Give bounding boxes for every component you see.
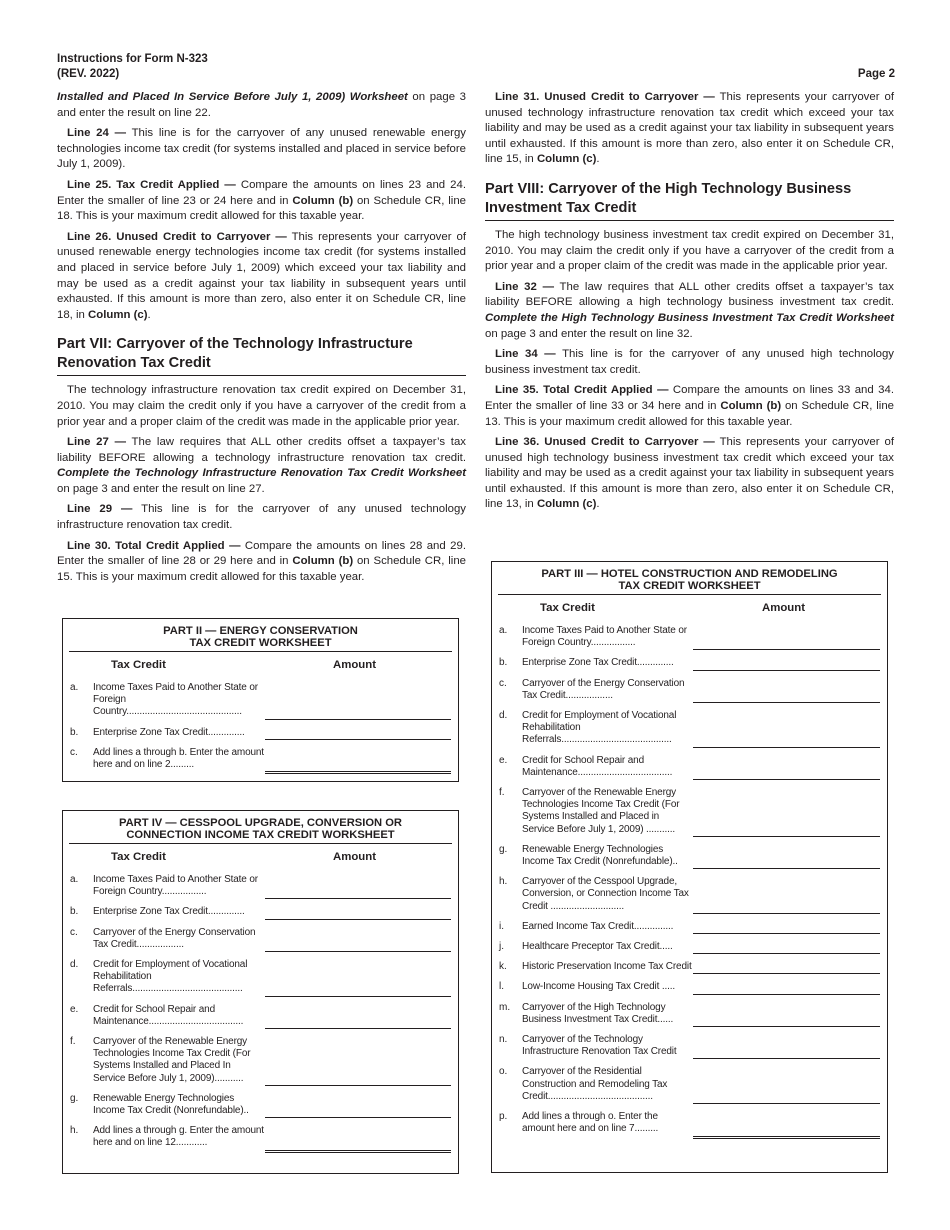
row-letter: b. xyxy=(70,906,79,918)
row-label: Add lines a through b. Enter the amount here and on line 2......... xyxy=(93,746,264,771)
worksheet-column-headers xyxy=(492,595,887,617)
row-label: Carryover of the Energy Conservation Tax Credit.................. xyxy=(93,926,256,950)
amount-entry-line[interactable] xyxy=(693,1103,880,1104)
page-number: Page 2 xyxy=(857,68,895,80)
worksheet-column-headers xyxy=(63,652,458,674)
amount-entry-line[interactable] xyxy=(693,702,880,703)
row-label: Historic Preservation Income Tax Credit xyxy=(522,961,692,973)
left-column xyxy=(57,90,466,590)
amount-entry-line[interactable] xyxy=(693,868,880,869)
paragraph-line-24: Line 24 — This line is for the carryover of any unused renewable energy technologies income tax credit (for systems installed and placed in service before July 1, 2009). xyxy=(57,127,467,171)
row-letter: b. xyxy=(70,726,79,738)
tax-credit-header: Tax Credit xyxy=(111,659,166,671)
amount-entry-line[interactable] xyxy=(693,836,880,837)
row-letter: e. xyxy=(70,1003,79,1015)
row-letter: a. xyxy=(499,625,508,636)
worksheet-row xyxy=(63,959,458,996)
worksheet-row xyxy=(492,1111,887,1135)
row-label: Income Taxes Paid to Another State or Foreign Country............................................ xyxy=(93,682,258,718)
worksheet-row xyxy=(63,1036,458,1085)
worksheet-row xyxy=(492,876,887,913)
paragraph-part-8-intro: The high technology business investment tax credit expired on December 31, 2010. You may claim the credit only if you have a carryover of the credit from a prior year and a proper claim of the credit was made in the applicable prior year. xyxy=(485,228,894,273)
amount-entry-line[interactable] xyxy=(265,1117,451,1118)
row-letter: d. xyxy=(499,710,508,722)
row-letter: e. xyxy=(499,754,508,766)
worksheet-row xyxy=(63,747,458,771)
worksheet-row xyxy=(492,921,887,933)
worksheet-row xyxy=(492,710,887,747)
row-label: Low-Income Housing Tax Credit ..... xyxy=(522,981,675,993)
amount-entry-line[interactable] xyxy=(265,951,451,952)
amount-entry-line[interactable] xyxy=(693,973,880,974)
amount-header: Amount xyxy=(333,851,377,863)
amount-entry-line[interactable] xyxy=(265,898,451,899)
paragraph-part-7-intro: The technology infrastructure renovation tax credit expired on December 31, 2010. You may claim the credit only if you have a carryover of the credit from a prior year and a proper claim of the credit was made in the applicable prior year. xyxy=(57,384,466,428)
tax-credit-header: Tax Credit xyxy=(111,851,166,863)
worksheet-row xyxy=(492,961,887,973)
row-letter: a. xyxy=(70,682,79,693)
paragraph-line-25: Line 25. Tax Credit Applied — Compare the amounts on lines 23 and 24. Enter the smaller of line 23 or 24 here and in Column (b) on Schedule CR, line 18. This is your maximum credit allowed for this taxable year. xyxy=(57,178,466,223)
paragraph-line-35: Line 35. Total Credit Applied — Compare the amounts on lines 33 and 34. Enter the smaller of line 33 or 34 here and in Column (b) on Schedule CR, line 13. This is your maximum credit allowed for this taxable year. xyxy=(485,384,895,428)
amount-entry-line[interactable] xyxy=(693,994,880,995)
amount-entry-line[interactable] xyxy=(693,1136,880,1139)
paragraph-line-31: Line 31. Unused Credit to Carryover — This represents your carryover of unused technology infrastructure renovation tax credit which exceed your tax liability and may be used as a credit against your tax liability in subsequent years until exhausted. If this amount is more than zero, also enter it on Schedule CR, line 15, in Column (c). xyxy=(485,91,894,166)
paragraph: Installed and Placed In Service Before July 1, 2009) Worksheet on page 3 and enter the result on line 22. xyxy=(57,91,466,119)
part-7-heading: Part VII: Carryover of the Technology Infrastructure Renovation Tax Credit xyxy=(57,335,466,376)
worksheet-row xyxy=(63,682,458,719)
worksheet-row xyxy=(492,1066,887,1103)
row-letter: c. xyxy=(499,677,507,689)
row-letter: m. xyxy=(499,1001,511,1013)
worksheet-column-headers xyxy=(63,844,458,866)
worksheet-row xyxy=(63,1093,458,1117)
worksheet-row xyxy=(492,787,887,836)
row-label: Carryover of the Energy Conservation Tax Credit.................. xyxy=(522,677,685,701)
row-letter: h. xyxy=(499,876,508,888)
paragraph-line-30: Line 30. Total Credit Applied — Compare the amounts on lines 28 and 29. Enter the smaller of line 28 or 29 here and in Column (b) on Schedule CR, line 15. This is your maximum credit allowed for this taxable year. xyxy=(57,539,467,583)
worksheet-title: PART IV — CESSPOOL UPGRADE, CONVERSION OR CONNECTION INCOME TAX CREDIT WORKSHEET xyxy=(69,817,452,844)
row-label: Income Taxes Paid to Another State or Foreign Country................. xyxy=(522,625,687,649)
row-label: Carryover of the Cesspool Upgrade, Conversion, or Connection Income Tax Credit ............................ xyxy=(522,876,689,912)
row-label: Credit for School Repair and Maintenance.................................... xyxy=(522,754,673,778)
row-letter: p. xyxy=(499,1111,508,1123)
row-letter: j. xyxy=(499,941,504,953)
paragraph-line-36: Line 36. Unused Credit to Carryover — This represents your carryover of unused high technology business investment tax credit which exceed your tax liability and may be used as a credit against your tax liability in subsequent years until exhausted. If this amount is more than zero, also enter it on Schedule CR, line 13, in Column (c). xyxy=(485,436,894,511)
amount-entry-line[interactable] xyxy=(693,1026,880,1027)
row-label: Enterprise Zone Tax Credit.............. xyxy=(522,657,674,669)
page-header xyxy=(57,52,895,82)
worksheet-row xyxy=(492,678,887,702)
row-letter: o. xyxy=(499,1066,508,1078)
amount-entry-line[interactable] xyxy=(693,649,880,650)
row-label: Renewable Energy Technologies Income Tax Credit (Nonrefundable).. xyxy=(522,843,678,868)
amount-entry-line[interactable] xyxy=(693,670,880,671)
worksheet-row xyxy=(63,1125,458,1149)
part-8-heading: Part VIII: Carryover of the High Technology Business Investment Tax Credit xyxy=(485,180,894,221)
amount-entry-line[interactable] xyxy=(265,739,451,740)
row-letter: h. xyxy=(70,1125,79,1137)
amount-header: Amount xyxy=(762,602,806,614)
worksheet-row xyxy=(492,1002,887,1026)
paragraph-line-32: Line 32 — The law requires that ALL other credits offset a taxpayer’s tax liability BEFORE allowing a high technology business investment tax credit. Complete the High Technology Business Investment Tax Credit Worksheet on page 3 and enter the result on line 32. xyxy=(485,280,894,340)
row-label: Enterprise Zone Tax Credit.............. xyxy=(93,906,245,918)
worksheet-row xyxy=(492,1034,887,1058)
paragraph-line-27: Line 27 — The law requires that ALL other credits offset a taxpayer’s tax liability BEFORE allowing a technology infrastructure renovation tax credit. Complete the Technology Infrastructure Renovation Tax Credit Worksheet on page 3 and enter the result on line 27. xyxy=(57,436,466,495)
row-letter: i. xyxy=(499,920,504,932)
row-letter: f. xyxy=(70,1036,76,1048)
worksheet-row xyxy=(492,941,887,953)
amount-entry-line[interactable] xyxy=(265,771,451,774)
worksheet-row xyxy=(492,625,887,649)
amount-header: Amount xyxy=(333,659,377,671)
row-label: Earned Income Tax Credit............... xyxy=(522,920,674,932)
paragraph-line-34: Line 34 — This line is for the carryover of any unused high technology business investment tax credit. xyxy=(485,348,895,376)
tax-credit-header: Tax Credit xyxy=(540,602,595,614)
amount-entry-line[interactable] xyxy=(265,1150,451,1153)
worksheet-row xyxy=(63,1004,458,1028)
row-label: Add lines a through g. Enter the amount here and on line 12............ xyxy=(93,1125,264,1149)
form-title: Instructions for Form N-323 xyxy=(57,53,208,65)
row-letter: c. xyxy=(70,926,78,938)
row-label: Credit for Employment of Vocational Rehabilitation Referrals.......................................... xyxy=(522,710,677,746)
row-label: Add lines a through o. Enter the amount here and on line 7......... xyxy=(522,1111,659,1135)
worksheet-row xyxy=(63,874,458,898)
paragraph-line-29: Line 29 — This line is for the carryover of any unused technology infrastructure renovation tax credit. xyxy=(57,503,466,532)
row-letter: f. xyxy=(499,787,505,799)
worksheet-title: PART II — ENERGY CONSERVATION TAX CREDIT WORKSHEET xyxy=(69,625,452,652)
amount-entry-line[interactable] xyxy=(265,1028,451,1029)
row-label: Enterprise Zone Tax Credit.............. xyxy=(93,726,245,738)
row-letter: n. xyxy=(499,1034,508,1046)
part-4-worksheet xyxy=(62,810,459,1174)
row-label: Carryover of the Residential Construction and Remodeling Tax Credit........................................ xyxy=(522,1066,668,1102)
row-label: Credit for Employment of Vocational Rehabilitation Referrals.......................................... xyxy=(93,959,248,995)
row-letter: a. xyxy=(70,874,79,885)
amount-entry-line[interactable] xyxy=(693,779,880,780)
amount-entry-line[interactable] xyxy=(693,913,880,914)
row-letter: g. xyxy=(70,1092,79,1104)
worksheet-row xyxy=(63,727,458,739)
worksheet-row xyxy=(492,755,887,779)
row-letter: k. xyxy=(499,961,507,973)
amount-entry-line[interactable] xyxy=(693,933,880,934)
row-label: Income Taxes Paid to Another State or Foreign Country................. xyxy=(93,874,258,898)
row-letter: g. xyxy=(499,843,508,855)
amount-entry-line[interactable] xyxy=(265,919,451,920)
part-3-worksheet xyxy=(491,561,888,1173)
row-letter: b. xyxy=(499,657,508,669)
row-label: Carryover of the Technology Infrastructure Renovation Tax Credit xyxy=(522,1034,677,1058)
worksheet-row xyxy=(63,927,458,951)
worksheet-row xyxy=(492,981,887,993)
worksheet-row xyxy=(492,657,887,669)
amount-entry-line[interactable] xyxy=(265,1085,451,1086)
worksheet-title: PART III — HOTEL CONSTRUCTION AND REMODELING TAX CREDIT WORKSHEET xyxy=(498,568,881,595)
amount-entry-line[interactable] xyxy=(693,1058,880,1059)
amount-entry-line[interactable] xyxy=(265,996,451,997)
worksheet-row xyxy=(63,906,458,918)
row-letter: d. xyxy=(70,959,79,971)
paragraph-line-26: Line 26. Unused Credit to Carryover — This represents your carryover of unused renewable energy technologies income tax credit (for systems installed and placed in service before July 1, 2009) which exceed your tax liability and may be used as a credit against your tax liability in subsequent years until exhausted. If this amount is more than zero, also enter it on Schedule CR, line 18, in Column (c). xyxy=(57,230,466,321)
revision-label: (REV. 2022) xyxy=(57,68,120,80)
row-label: Carryover of the High Technology Business Investment Tax Credit...... xyxy=(522,1001,674,1025)
row-label: Healthcare Preceptor Tax Credit..... xyxy=(522,941,673,953)
row-letter: c. xyxy=(70,746,78,758)
row-letter: l. xyxy=(499,981,504,993)
amount-entry-line[interactable] xyxy=(693,747,880,748)
row-label: Carryover of the Renewable Energy Technologies Income Tax Credit (For Systems Installed and Placed in Service Before July 1, 2009) ........... xyxy=(522,787,680,835)
worksheet-row xyxy=(492,844,887,868)
amount-entry-line[interactable] xyxy=(265,719,451,720)
row-label: Renewable Energy Technologies Income Tax Credit (Nonrefundable).. xyxy=(93,1092,249,1117)
row-label: Carryover of the Renewable Energy Technologies Income Tax Credit (For Systems Installed and Placed In Service Before July 1, 2009)........... xyxy=(93,1036,251,1084)
part-2-worksheet xyxy=(62,618,459,782)
row-label: Credit for School Repair and Maintenance.................................... xyxy=(93,1003,244,1027)
right-column xyxy=(485,90,894,518)
amount-entry-line[interactable] xyxy=(693,953,880,954)
